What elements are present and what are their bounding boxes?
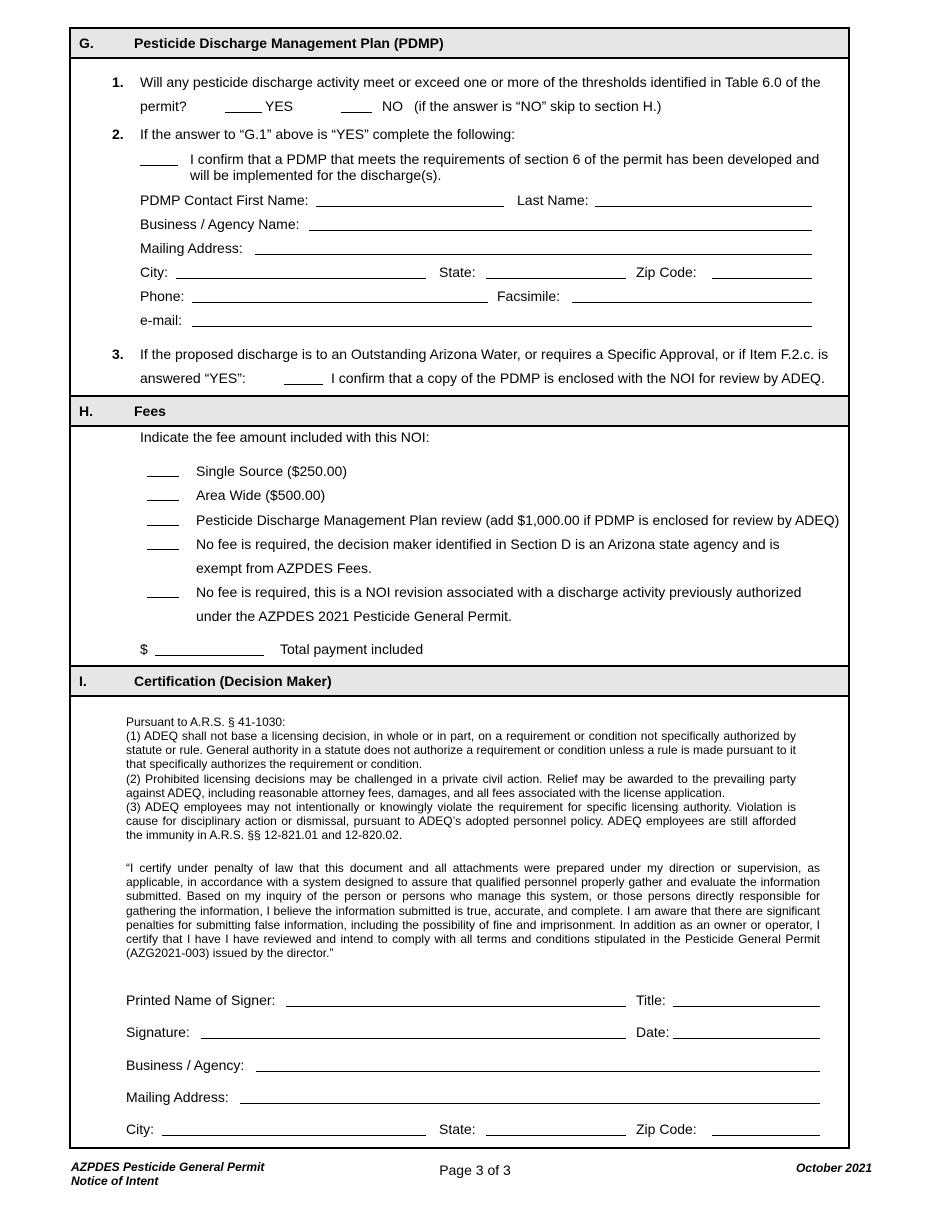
- ars-item-1: (1) ADEQ shall not base a licensing decision, in whole or in part, on a requirement or condition not specifically authorized by statute or rule. General authority in a statute does not authorize a requirement or condition unless a rule is made pursuant to it that specifically authorizes the requirement or condition.: [126, 729, 796, 772]
- section-i-letter: I.: [79, 673, 87, 689]
- signer-business-field[interactable]: [256, 1071, 820, 1072]
- signature-label: Signature:: [126, 1024, 190, 1040]
- no-note: (if the answer is “NO” skip to section H.): [414, 98, 662, 114]
- fee-intro: Indicate the fee amount included with this NOI:: [140, 429, 430, 445]
- noi-form: [69, 27, 850, 1149]
- g2-question: If the answer to “G.1” above is “YES” complete the following:: [140, 126, 516, 142]
- date-label: Date:: [636, 1024, 670, 1040]
- fee-pdmp-review-blank[interactable]: [147, 525, 179, 526]
- state-label: State:: [439, 264, 476, 280]
- fax-field[interactable]: [572, 302, 812, 303]
- contact-first-name-label: PDMP Contact First Name:: [140, 192, 309, 208]
- no-label: NO: [382, 98, 403, 114]
- footer-permit-name: AZPDES Pesticide General Permit: [71, 1160, 265, 1174]
- phone-label: Phone:: [140, 288, 185, 304]
- fee-pdmp-review: Pesticide Discharge Management Plan review (add $1,000.00 if PDMP is enclosed for review by ADEQ): [196, 512, 840, 528]
- section-g-letter: G.: [79, 35, 94, 51]
- email-label: e-mail:: [140, 312, 183, 328]
- pdmp-confirm-line1: I confirm that a PDMP that meets the requirements of section 6 of the permit has been developed and: [190, 151, 820, 167]
- signer-mailing-field[interactable]: [240, 1103, 820, 1104]
- fax-label: Facsimile:: [497, 288, 561, 304]
- fee-revision-line1: No fee is required, this is a NOI revision associated with a discharge activity previously authorized: [196, 584, 802, 600]
- signer-city-field[interactable]: [162, 1135, 426, 1136]
- certification-statement: “I certify under penalty of law that this document and all attachments were prepared under my direction or supervision, as applicable, in accordance with a system designed to assure that qualified personnel properly gather and evaluate the information submitted. Based on my inquiry of the person or persons who manage this system, or those persons directly responsible for gathering the information, I believe the information submitted is true, accurate, and complete. I am aware that there are significant penalties for submitting false information, including the possibility of fine and imprisonment. In addition as an owner or operator, I certify that I have I have reviewed and intend to comply with all terms and conditions stipulated in the Pesticide General Permit (AZG2021-003) issued by the director.”: [126, 861, 820, 961]
- g1-question-cont: permit?: [140, 98, 187, 114]
- mailing-address-field[interactable]: [255, 254, 812, 255]
- signer-mailing-label: Mailing Address:: [126, 1089, 229, 1105]
- signer-title-field[interactable]: [673, 1006, 820, 1007]
- signer-title-label: Title:: [636, 992, 666, 1008]
- zip-field[interactable]: [712, 278, 812, 279]
- yes-blank[interactable]: [225, 112, 262, 113]
- zip-label: Zip Code:: [636, 264, 697, 280]
- fee-state-agency-line2: exempt from AZPDES Fees.: [196, 560, 372, 576]
- ars-item-2: (2) Prohibited licensing decisions may be challenged in a private civil action. Relief may be awarded to the prevailing party against ADEQ, including reasonable attorney fees, damages, and all fees associated with the license application.: [126, 772, 796, 801]
- yes-label: YES: [265, 98, 294, 114]
- footer-date: October 2021: [795, 1161, 872, 1175]
- business-name-label: Business / Agency Name:: [140, 216, 300, 232]
- g3-number: 3.: [112, 346, 124, 362]
- g3-question-cont: answered “YES”:: [140, 370, 246, 386]
- no-blank[interactable]: [341, 112, 372, 113]
- last-name-label: Last Name:: [517, 192, 589, 208]
- fee-single-source: Single Source ($250.00): [196, 463, 347, 479]
- section-i-header: [71, 665, 848, 697]
- section-g-header: [71, 29, 848, 59]
- signature-field[interactable]: [201, 1038, 626, 1039]
- section-g-title: Pesticide Discharge Management Plan (PDMP): [134, 35, 444, 51]
- total-payment-field[interactable]: [155, 655, 264, 656]
- email-field[interactable]: [192, 326, 812, 327]
- fee-single-source-blank[interactable]: [147, 476, 179, 477]
- ars-item-3: (3) ADEQ employees may not intentionally or knowingly violate the requirement for specific licensing authority. Violation is cause for disciplinary action or dismissal, pursuant to ADEQ’s adopted personnel policy. ADEQ employees are still afforded the immunity in A.R.S. §§ 12-821.01 and 12-820.02.: [126, 800, 796, 843]
- signer-city-label: City:: [126, 1121, 154, 1137]
- g1-question: Will any pesticide discharge activity meet or exceed one or more of the thresholds identified in Table 6.0 of the: [140, 74, 821, 90]
- fee-state-agency-line1: No fee is required, the decision maker identified in Section D is an Arizona state agency and is: [196, 536, 780, 552]
- pdmp-enclosed-blank[interactable]: [284, 384, 323, 385]
- signer-state-label: State:: [439, 1121, 476, 1137]
- g3-question: If the proposed discharge is to an Outstanding Arizona Water, or requires a Specific Approval, or if Item F.2.c. is: [140, 346, 829, 362]
- pdmp-confirm-blank[interactable]: [140, 165, 178, 166]
- last-name-field[interactable]: [595, 206, 812, 207]
- section-h-title: Fees: [134, 403, 166, 419]
- signer-zip-field[interactable]: [712, 1135, 820, 1136]
- pdmp-confirm-line2: will be implemented for the discharge(s).: [190, 167, 442, 183]
- section-i-title: Certification (Decision Maker): [134, 673, 332, 689]
- signer-zip-label: Zip Code:: [636, 1121, 697, 1137]
- footer-page-number: Page 3 of 3: [439, 1162, 511, 1178]
- signer-state-field[interactable]: [486, 1135, 626, 1136]
- g1-number: 1.: [112, 74, 124, 90]
- mailing-address-label: Mailing Address:: [140, 240, 243, 256]
- fee-revision-blank[interactable]: [147, 597, 179, 598]
- pdmp-enclosed-confirm: I confirm that a copy of the PDMP is enclosed with the NOI for review by ADEQ.: [331, 370, 825, 386]
- g2-number: 2.: [112, 126, 124, 142]
- printed-name-label: Printed Name of Signer:: [126, 992, 276, 1008]
- signer-business-label: Business / Agency:: [126, 1057, 245, 1073]
- section-h-letter: H.: [79, 403, 93, 419]
- city-label: City:: [140, 264, 168, 280]
- date-field[interactable]: [673, 1038, 820, 1039]
- fee-area-wide-blank[interactable]: [147, 500, 179, 501]
- ars-heading: Pursuant to A.R.S. § 41-1030:: [126, 715, 286, 729]
- business-name-field[interactable]: [309, 230, 812, 231]
- phone-field[interactable]: [192, 302, 488, 303]
- total-payment-label: Total payment included: [280, 641, 424, 657]
- section-h-header: [71, 395, 848, 427]
- city-field[interactable]: [176, 278, 426, 279]
- fee-state-agency-blank[interactable]: [147, 549, 179, 550]
- fee-revision-line2: under the AZPDES 2021 Pesticide General Permit.: [196, 608, 512, 624]
- dollar-sign: $: [140, 641, 148, 657]
- footer-doc-name: Notice of Intent: [71, 1174, 159, 1188]
- fee-area-wide: Area Wide ($500.00): [196, 487, 326, 503]
- printed-name-field[interactable]: [286, 1006, 626, 1007]
- state-field[interactable]: [486, 278, 626, 279]
- contact-first-name-field[interactable]: [316, 206, 504, 207]
